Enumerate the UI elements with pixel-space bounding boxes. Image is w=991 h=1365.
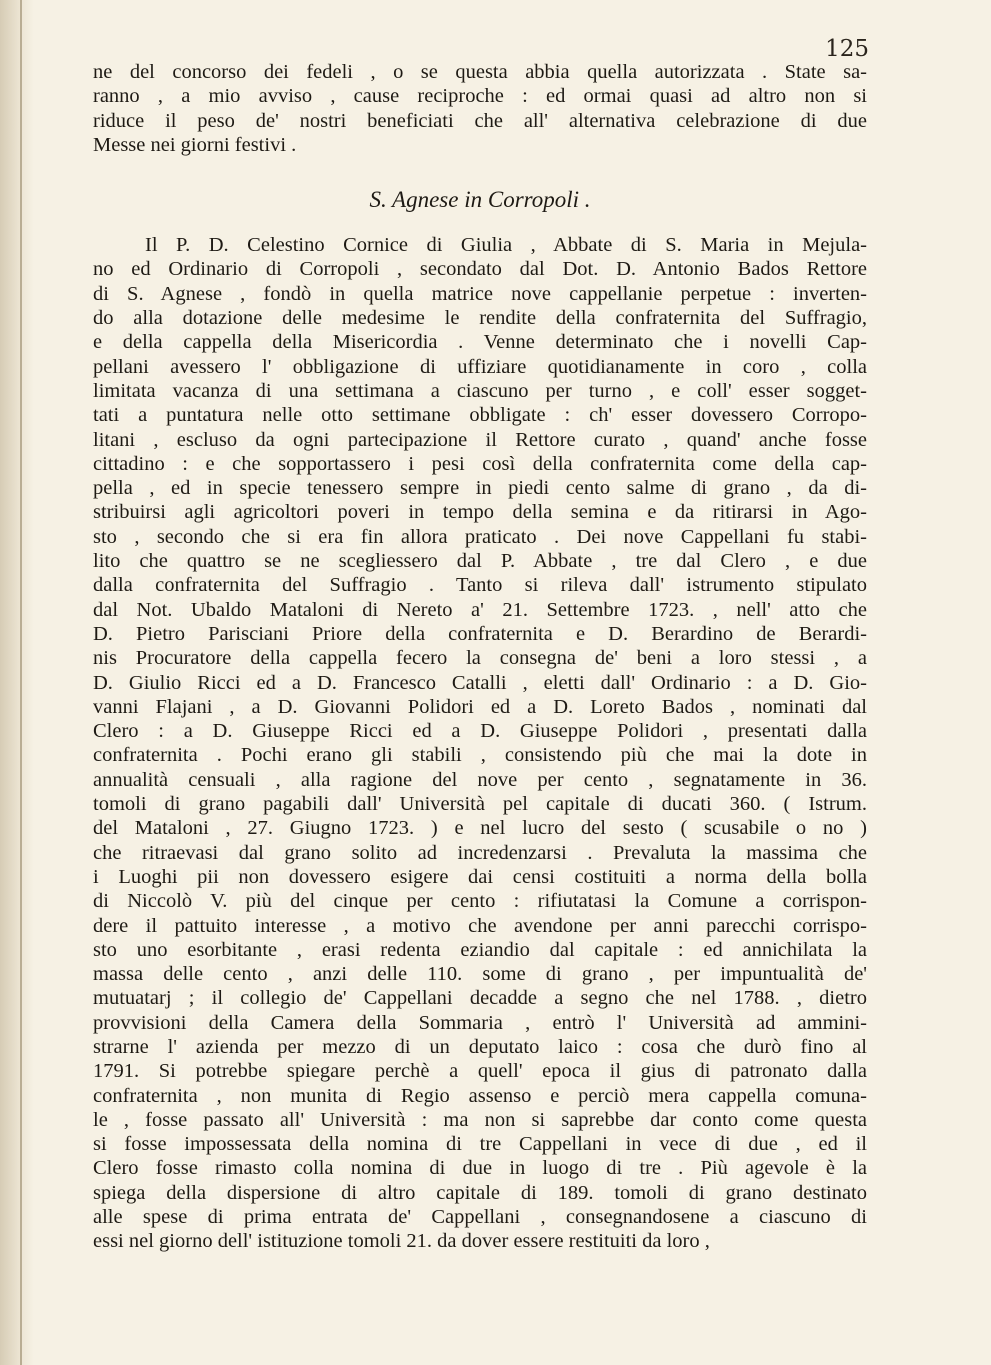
text-line: che ritraevasi dal grano solito ad incredenzarsi . Prevaluta la massima che — [93, 841, 867, 864]
text-line: del Mataloni , 27. Giugno 1723. ) e nel lucro del sesto ( scusabile o no ) — [93, 817, 867, 840]
text-line: le , fosse passato all' Università : ma non si saprebbe dar conto come questa — [93, 1108, 867, 1131]
text-line: Messe nei giorni festivi . — [93, 133, 297, 156]
text-line: no ed Ordinario di Corropoli , secondato dal Dot. D. Antonio Bados Rettore — [93, 258, 867, 281]
text-line: Clero : a D. Giuseppe Ricci ed a D. Giuseppe Polidori , presentati dalla — [93, 720, 867, 743]
text-line: strarne l' azienda per mezzo di un deputato laico : cosa che durò fino al — [93, 1035, 867, 1058]
text-line: di S. Agnese , fondò in quella matrice nove cappellanie perpetue : inverten- — [93, 282, 867, 305]
page-gutter-shadow — [0, 0, 34, 1365]
text-line: pella , ed in specie tenessero sempre in piedi cento salme di grano , da di- — [93, 477, 867, 500]
text-line: 1791. Si potrebbe spiegare perchè a quell' epoca il gius di patronato dalla — [93, 1060, 867, 1083]
text-line: litani , escluso da ogni partecipazione il Rettore curato , quand' anche fosse — [93, 428, 867, 451]
text-line: ne del concorso dei fedeli , o se questa abbia quella autorizzata . State sa- — [93, 61, 867, 83]
text-line: si fosse impossessata della nomina di tre Cappellani in vece di due , ed il — [93, 1133, 867, 1156]
text-line: lito che quattro se ne scegliessero dal P. Abbate , tre dal Clero , e due — [93, 550, 867, 573]
text-line: e della cappella della Misericordia . Venne determinato che i novelli Cap- — [93, 331, 867, 354]
text-line: dere il pattuito interesse , a motivo che avendone per anni parecchi corrispo- — [93, 914, 867, 937]
text-line: do alla dotazione delle medesime le rendite della confraternita del Suffragio, — [93, 307, 867, 330]
text-line: confraternita . Pochi erano gli stabili , consistendo più che mai la dote in — [93, 744, 867, 767]
text-line: riduce il peso de' nostri beneficiati che all' alternativa celebrazione di due — [93, 109, 867, 132]
body-paragraph — [93, 233, 867, 1253]
text-line: ranno , a mio avviso , cause reciproche : ed ormai quasi ad altro non si — [93, 85, 867, 108]
binding-edge — [20, 0, 22, 1365]
text-line: sto uno esorbitante , erasi redenta eziandio dal capitale : ed annichilata la — [93, 938, 867, 961]
text-line: tati a puntatura nelle otto settimane obbligate : ch' esser dovessero Corropo- — [93, 404, 867, 427]
text-line: confraternita , non munita di Regio assenso e perciò mera cappella comuna- — [93, 1084, 867, 1107]
text-line: limitata vacanza di una settimana a ciascuno per turno , e coll' esser sogget- — [93, 379, 867, 402]
text-line: pellani avessero l' obbligazione di uffiziare quotidianamente in coro , colla — [93, 355, 867, 378]
text-line: sto , secondo che si era fin allora praticato . Dei nove Cappellani fu stabi- — [93, 525, 867, 548]
section-heading: S. Agnese in Corropoli . — [369, 187, 591, 213]
text-block — [93, 60, 867, 1254]
text-line: essi nel giorno dell' istituzione tomoli 21. da dover essere restituiti da loro , — [93, 1230, 710, 1253]
text-line: D. Giulio Ricci ed a D. Francesco Catalli , eletti dall' Ordinario : a D. Gio- — [93, 671, 867, 694]
text-line: cittadino : e che sopportassero i pesi così della confraternita come della cap- — [93, 452, 867, 475]
text-line: nis Procuratore della cappella fecero la consegna de' beni a loro stessi , a — [93, 647, 867, 670]
paragraph-first-line: Il P. D. Celestino Cornice di Giulia , Abbate di S. Maria in Mejula- — [145, 234, 867, 257]
text-line: Clero fosse rimasto colla nomina di due in luogo di tre . Più agevole è la — [93, 1157, 867, 1180]
opening-paragraph — [93, 60, 867, 157]
text-line: dalla confraternita del Suffragio . Tanto si rileva dall' istrumento stipulato — [93, 574, 867, 597]
text-line: stribuirsi agli agricoltori poveri in tempo della semina e da ritirarsi in Ago- — [93, 501, 867, 524]
text-line: dal Not. Ubaldo Mataloni di Nereto a' 21. Settembre 1723. , nell' atto che — [93, 598, 867, 621]
text-line: spiega della dispersione di altro capitale di 189. tomoli di grano destinato — [93, 1181, 867, 1204]
text-line: annualità censuali , alla ragione del nove per cento , segnatamente in 36. — [93, 768, 867, 791]
text-line: alle spese di prima entrata de' Cappellani , consegnandosene a ciascuno di — [93, 1206, 867, 1229]
text-line: vanni Flajani , a D. Giovanni Polidori ed a D. Loreto Bados , nominati dal — [93, 695, 867, 718]
text-line: i Luoghi pii non dovessero esigere dai censi costituiti a norma della bolla — [93, 865, 867, 888]
text-line: mutuatarj ; il collegio de' Cappellani decadde a segno che nel 1788. , dietro — [93, 987, 867, 1010]
text-line: di Niccolò V. più del cinque per cento : rifiutatasi la Comune a corrispon- — [93, 890, 867, 913]
text-line: D. Pietro Parisciani Priore della confraternita e D. Berardino de Berardi- — [93, 622, 867, 645]
text-line: tomoli di grano pagabili dall' Università pel capitale di ducati 360. ( Istrum. — [93, 793, 867, 816]
text-line: massa delle cento , anzi delle 110. some di grano , per impuntualità de' — [93, 963, 867, 986]
text-line: provvisioni della Camera della Sommaria , entrò l' Università ad ammini- — [93, 1011, 867, 1034]
page-number: 125 — [825, 36, 869, 62]
